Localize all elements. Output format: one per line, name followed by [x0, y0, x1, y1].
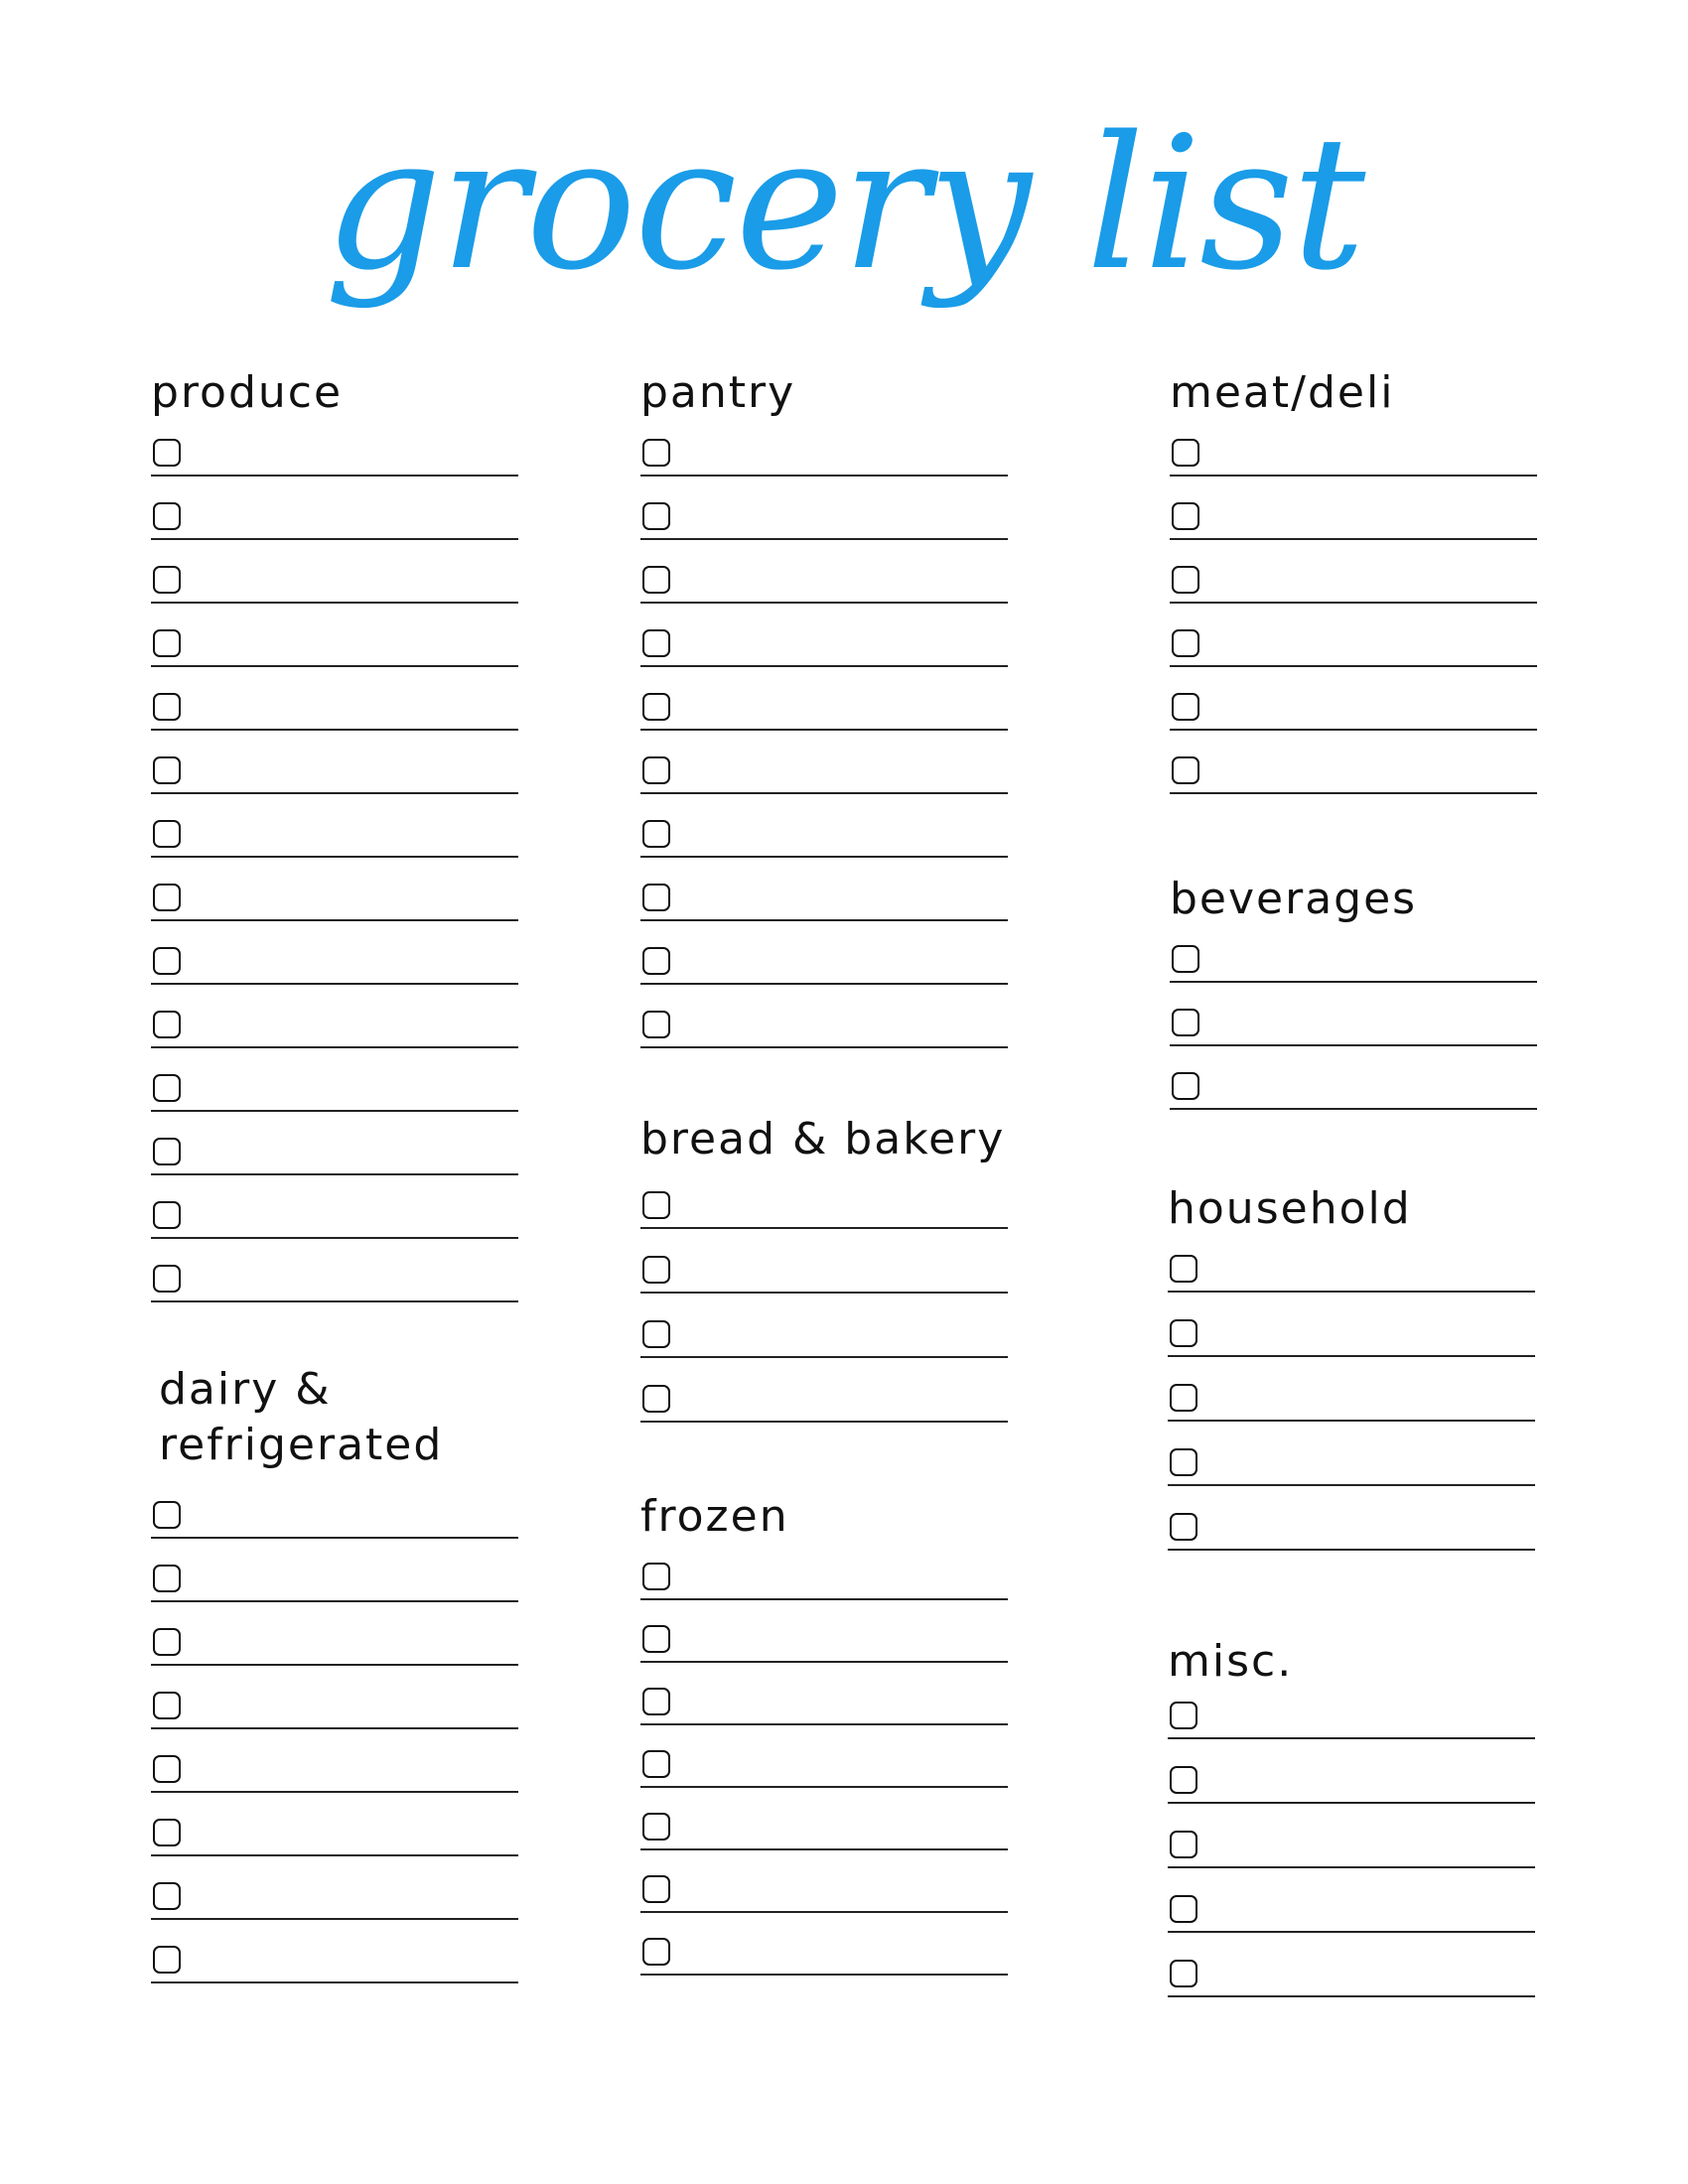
pantry-item-row[interactable]	[640, 500, 1008, 540]
produce-item-row[interactable]	[151, 882, 518, 921]
produce-item-row[interactable]	[151, 691, 518, 731]
checkbox-icon[interactable]	[153, 566, 181, 594]
checkbox-icon[interactable]	[1172, 756, 1199, 784]
section-misc	[1168, 1634, 1293, 1690]
write-in-line[interactable]	[151, 1727, 518, 1729]
produce-item-row[interactable]	[151, 1199, 518, 1239]
checkbox-icon[interactable]	[153, 1819, 181, 1846]
section-heading-household: household	[1168, 1183, 1412, 1234]
checkbox-icon[interactable]	[153, 1565, 181, 1592]
checkbox-icon[interactable]	[642, 820, 670, 848]
write-in-line[interactable]	[1168, 1355, 1535, 1357]
produce-item-row[interactable]	[151, 1263, 518, 1302]
checkbox-icon[interactable]	[153, 1882, 181, 1910]
write-in-line[interactable]	[151, 1600, 518, 1602]
write-in-line[interactable]	[151, 1300, 518, 1302]
checkbox-icon[interactable]	[1170, 1319, 1197, 1347]
write-in-line[interactable]	[640, 475, 1008, 477]
write-in-line[interactable]	[151, 1110, 518, 1112]
checkbox-icon[interactable]	[642, 693, 670, 721]
pantry-item-row[interactable]	[640, 945, 1008, 985]
frozen-item-row[interactable]	[640, 1873, 1008, 1913]
household-item-row[interactable]	[1168, 1446, 1535, 1486]
pantry-item-row[interactable]	[640, 818, 1008, 858]
checkbox-icon[interactable]	[642, 1688, 670, 1715]
pantry-item-row[interactable]	[640, 754, 1008, 794]
dairy-item-row[interactable]	[151, 1563, 518, 1602]
checkbox-icon[interactable]	[1172, 629, 1199, 657]
write-in-line[interactable]	[151, 1981, 518, 1983]
checkbox-icon[interactable]	[1172, 566, 1199, 594]
checkbox-icon[interactable]	[153, 629, 181, 657]
write-in-line[interactable]	[151, 1791, 518, 1793]
dairy-item-row[interactable]	[151, 1690, 518, 1729]
write-in-line[interactable]	[151, 856, 518, 858]
write-in-line[interactable]	[1168, 1549, 1535, 1551]
checkbox-icon[interactable]	[153, 1692, 181, 1719]
bread-item-row[interactable]	[640, 1254, 1008, 1294]
write-in-line[interactable]	[1168, 1995, 1535, 1997]
write-in-line[interactable]	[640, 1974, 1008, 1976]
checkbox-icon[interactable]	[642, 1750, 670, 1778]
bread-item-row[interactable]	[640, 1383, 1008, 1423]
checkbox-icon[interactable]	[642, 1191, 670, 1219]
write-in-line[interactable]	[640, 983, 1008, 985]
write-in-line[interactable]	[151, 919, 518, 921]
produce-item-row[interactable]	[151, 500, 518, 540]
pantry-item-row[interactable]	[640, 1009, 1008, 1048]
write-in-line[interactable]	[1170, 538, 1537, 540]
write-in-line[interactable]	[151, 1046, 518, 1048]
checkbox-icon[interactable]	[153, 1501, 181, 1529]
frozen-item-row[interactable]	[640, 1686, 1008, 1725]
write-in-line[interactable]	[640, 919, 1008, 921]
write-in-line[interactable]	[640, 538, 1008, 540]
checkbox-icon[interactable]	[642, 1563, 670, 1590]
write-in-line[interactable]	[640, 792, 1008, 794]
write-in-line[interactable]	[1170, 1044, 1537, 1046]
dairy-item-row[interactable]	[151, 1880, 518, 1920]
section-meat-deli	[1170, 365, 1394, 421]
section-household	[1168, 1181, 1412, 1237]
checkbox-icon[interactable]	[1170, 1960, 1197, 1987]
section-heading-frozen: frozen	[640, 1491, 789, 1542]
produce-item-row[interactable]	[151, 627, 518, 667]
write-in-line[interactable]	[151, 538, 518, 540]
bread-item-row[interactable]	[640, 1318, 1008, 1358]
write-in-line[interactable]	[1170, 475, 1537, 477]
write-in-line[interactable]	[151, 1854, 518, 1856]
write-in-line[interactable]	[151, 1237, 518, 1239]
misc-item-row[interactable]	[1168, 1893, 1535, 1933]
write-in-line[interactable]	[640, 1356, 1008, 1358]
dairy-item-row[interactable]	[151, 1944, 518, 1983]
dairy-item-row[interactable]	[151, 1817, 518, 1856]
checkbox-icon[interactable]	[1170, 1702, 1197, 1729]
checkbox-icon[interactable]	[642, 947, 670, 975]
write-in-line[interactable]	[1170, 981, 1537, 983]
checkbox-icon[interactable]	[642, 1625, 670, 1653]
dairy-item-row[interactable]	[151, 1499, 518, 1539]
produce-item-row[interactable]	[151, 564, 518, 604]
misc-item-row[interactable]	[1168, 1958, 1535, 1997]
checkbox-icon[interactable]	[642, 1875, 670, 1903]
checkbox-icon[interactable]	[1170, 1766, 1197, 1794]
write-in-line[interactable]	[1170, 1108, 1537, 1110]
pantry-item-row[interactable]	[640, 691, 1008, 731]
pantry-item-row[interactable]	[640, 564, 1008, 604]
section-produce	[151, 365, 343, 421]
write-in-line[interactable]	[151, 1664, 518, 1666]
section-heading-meat-deli: meat/deli	[1170, 367, 1395, 418]
checkbox-icon[interactable]	[1172, 1072, 1199, 1100]
write-in-line[interactable]	[151, 1537, 518, 1539]
dairy-item-row[interactable]	[151, 1753, 518, 1793]
write-in-line[interactable]	[640, 1848, 1008, 1850]
pantry-item-row[interactable]	[640, 627, 1008, 667]
beverages-item-row[interactable]	[1170, 1070, 1537, 1110]
section-heading-bread-bakery: bread & bakery	[640, 1114, 1006, 1164]
beverages-item-row[interactable]	[1170, 943, 1537, 983]
meat-item-row[interactable]	[1170, 754, 1537, 794]
frozen-item-row[interactable]	[640, 1811, 1008, 1850]
frozen-item-row[interactable]	[640, 1748, 1008, 1788]
section-heading-misc: misc.	[1168, 1636, 1294, 1687]
checkbox-icon[interactable]	[153, 1074, 181, 1102]
write-in-line[interactable]	[1168, 1866, 1535, 1868]
checkbox-icon[interactable]	[1170, 1895, 1197, 1923]
checkbox-icon[interactable]	[1170, 1448, 1197, 1476]
household-item-row[interactable]	[1168, 1382, 1535, 1422]
meat-item-row[interactable]	[1170, 627, 1537, 667]
checkbox-icon[interactable]	[642, 1385, 670, 1413]
checkbox-icon[interactable]	[153, 439, 181, 467]
checkbox-icon[interactable]	[1172, 693, 1199, 721]
write-in-line[interactable]	[151, 729, 518, 731]
checkbox-icon[interactable]	[153, 1138, 181, 1165]
write-in-line[interactable]	[640, 1598, 1008, 1600]
dairy-item-row[interactable]	[151, 1626, 518, 1666]
section-beverages	[1170, 872, 1417, 927]
produce-item-row[interactable]	[151, 437, 518, 477]
pantry-item-row[interactable]	[640, 882, 1008, 921]
household-item-row[interactable]	[1168, 1253, 1535, 1293]
produce-item-row[interactable]	[151, 754, 518, 794]
misc-item-row[interactable]	[1168, 1829, 1535, 1868]
section-frozen	[640, 1489, 789, 1545]
checkbox-icon[interactable]	[153, 1011, 181, 1038]
produce-item-row[interactable]	[151, 818, 518, 858]
section-heading-produce: produce	[151, 367, 344, 418]
checkbox-icon[interactable]	[1170, 1255, 1197, 1283]
write-in-line[interactable]	[640, 1292, 1008, 1294]
write-in-line[interactable]	[1168, 1802, 1535, 1804]
write-in-line[interactable]	[1168, 1291, 1535, 1293]
checkbox-icon[interactable]	[642, 1011, 670, 1038]
write-in-line[interactable]	[1168, 1737, 1535, 1739]
checkbox-icon[interactable]	[642, 1813, 670, 1841]
write-in-line[interactable]	[640, 1786, 1008, 1788]
checkbox-icon[interactable]	[642, 629, 670, 657]
write-in-line[interactable]	[151, 1173, 518, 1175]
misc-item-row[interactable]	[1168, 1700, 1535, 1739]
checkbox-icon[interactable]	[153, 1628, 181, 1656]
checkbox-icon[interactable]	[642, 439, 670, 467]
write-in-line[interactable]	[151, 1918, 518, 1920]
section-heading-pantry: pantry	[640, 367, 796, 418]
checkbox-icon[interactable]	[1172, 945, 1199, 973]
bread-item-row[interactable]	[640, 1189, 1008, 1229]
write-in-line[interactable]	[1170, 602, 1537, 604]
pantry-item-row[interactable]	[640, 437, 1008, 477]
section-pantry	[640, 365, 795, 421]
checkbox-icon[interactable]	[153, 1265, 181, 1293]
produce-item-row[interactable]	[151, 1136, 518, 1175]
write-in-line[interactable]	[640, 1421, 1008, 1423]
write-in-line[interactable]	[151, 792, 518, 794]
checkbox-icon[interactable]	[153, 884, 181, 911]
checkbox-icon[interactable]	[642, 566, 670, 594]
checkbox-icon[interactable]	[153, 1755, 181, 1783]
checkbox-icon[interactable]	[153, 1946, 181, 1974]
page-title: grocery list	[324, 96, 1364, 311]
checkbox-icon[interactable]	[153, 1201, 181, 1229]
write-in-line[interactable]	[1170, 665, 1537, 667]
frozen-item-row[interactable]	[640, 1623, 1008, 1663]
produce-item-row[interactable]	[151, 1072, 518, 1112]
checkbox-icon[interactable]	[642, 1256, 670, 1284]
checkbox-icon[interactable]	[642, 884, 670, 911]
produce-item-row[interactable]	[151, 1009, 518, 1048]
write-in-line[interactable]	[640, 602, 1008, 604]
checkbox-icon[interactable]	[642, 1320, 670, 1348]
write-in-line[interactable]	[1168, 1420, 1535, 1422]
checkbox-icon[interactable]	[153, 947, 181, 975]
section-bread-bakery	[640, 1112, 1005, 1167]
write-in-line[interactable]	[151, 602, 518, 604]
meat-item-row[interactable]	[1170, 500, 1537, 540]
produce-item-row[interactable]	[151, 945, 518, 985]
write-in-line[interactable]	[151, 665, 518, 667]
checkbox-icon[interactable]	[642, 502, 670, 530]
write-in-line[interactable]	[640, 665, 1008, 667]
checkbox-icon[interactable]	[153, 502, 181, 530]
write-in-line[interactable]	[1170, 792, 1537, 794]
write-in-line[interactable]	[640, 1911, 1008, 1913]
beverages-item-row[interactable]	[1170, 1007, 1537, 1046]
checkbox-icon[interactable]	[1170, 1384, 1197, 1412]
checkbox-icon[interactable]	[1170, 1513, 1197, 1541]
checkbox-icon[interactable]	[642, 1938, 670, 1966]
checkbox-icon[interactable]	[1172, 439, 1199, 467]
write-in-line[interactable]	[151, 475, 518, 477]
household-item-row[interactable]	[1168, 1317, 1535, 1357]
misc-item-row[interactable]	[1168, 1764, 1535, 1804]
section-heading-beverages: beverages	[1170, 874, 1418, 924]
meat-item-row[interactable]	[1170, 691, 1537, 731]
household-item-row[interactable]	[1168, 1511, 1535, 1551]
write-in-line[interactable]	[640, 729, 1008, 731]
checkbox-icon[interactable]	[1172, 1009, 1199, 1036]
write-in-line[interactable]	[1168, 1931, 1535, 1933]
checkbox-icon[interactable]	[153, 693, 181, 721]
checkbox-icon[interactable]	[1170, 1831, 1197, 1858]
frozen-item-row[interactable]	[640, 1561, 1008, 1600]
frozen-item-row[interactable]	[640, 1936, 1008, 1976]
write-in-line[interactable]	[1168, 1484, 1535, 1486]
section-dairy-refrigerated	[159, 1362, 443, 1473]
checkbox-icon[interactable]	[153, 820, 181, 848]
meat-item-row[interactable]	[1170, 564, 1537, 604]
write-in-line[interactable]	[640, 1227, 1008, 1229]
write-in-line[interactable]	[640, 1723, 1008, 1725]
write-in-line[interactable]	[1170, 729, 1537, 731]
checkbox-icon[interactable]	[642, 756, 670, 784]
meat-item-row[interactable]	[1170, 437, 1537, 477]
write-in-line[interactable]	[640, 856, 1008, 858]
checkbox-icon[interactable]	[1172, 502, 1199, 530]
write-in-line[interactable]	[640, 1046, 1008, 1048]
write-in-line[interactable]	[151, 983, 518, 985]
checkbox-icon[interactable]	[153, 756, 181, 784]
write-in-line[interactable]	[640, 1661, 1008, 1663]
section-heading-dairy-refrigerated: dairy & refrigerated	[159, 1364, 444, 1470]
